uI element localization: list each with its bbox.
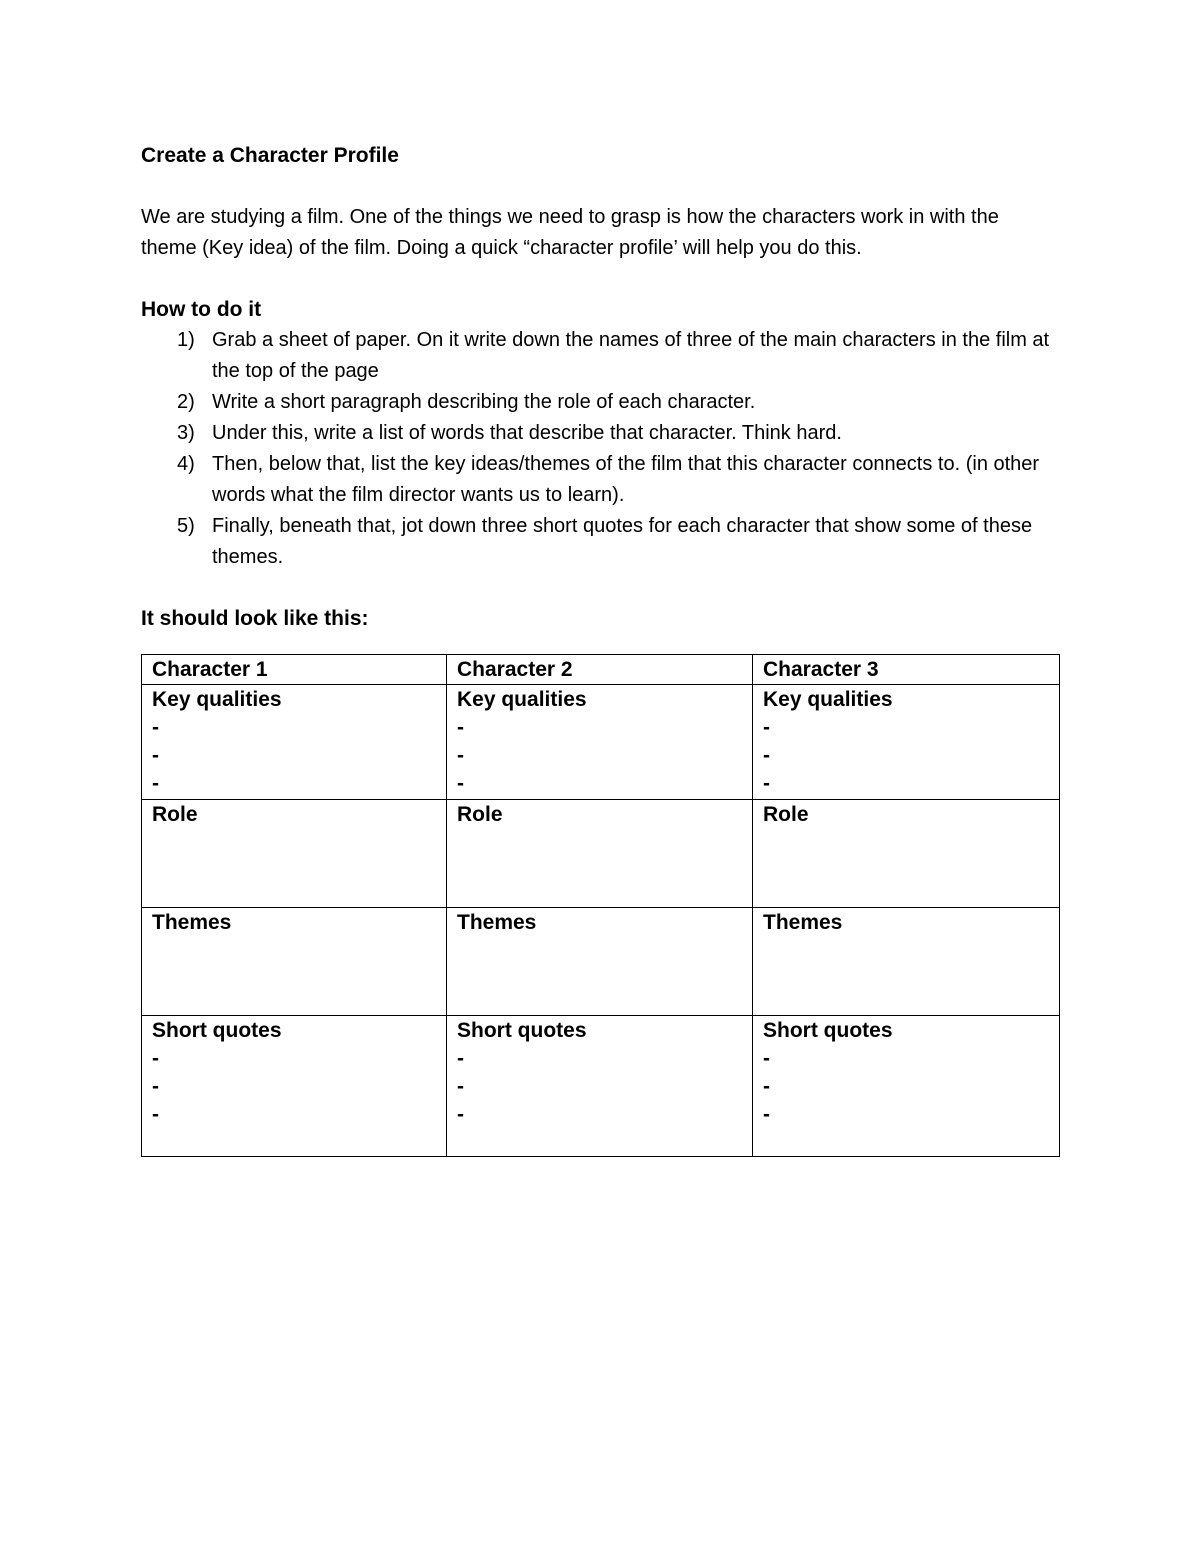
character-profile-table (141, 654, 1060, 1157)
cell-label: Short quotes (763, 1019, 893, 1042)
dash-bullet: - (457, 772, 464, 795)
cell-role-2: Role (447, 800, 753, 908)
dash-bullet: - (152, 716, 159, 739)
cell-themes-2: Themes (447, 908, 753, 1016)
dash-bullet: - (763, 1075, 770, 1098)
cell-label: Key qualities (152, 688, 282, 711)
cell-label: Short quotes (457, 1019, 587, 1042)
cell-short-quotes-1 (142, 1016, 447, 1157)
step-text: Then, below that, list the key ideas/themes of the film that this character connects to. (in other words what the film director wants us to learn). (212, 453, 1040, 506)
step-item (141, 387, 1062, 418)
dash-bullet: - (763, 716, 770, 739)
example-heading: It should look like this: (141, 607, 369, 630)
dash-bullet: - (763, 772, 770, 795)
cell-themes-3: Themes (753, 908, 1060, 1016)
cell-short-quotes-2 (447, 1016, 753, 1157)
step-text: Grab a sheet of paper. On it write down the names of three of the main characters in the film at the top of the page (212, 329, 1050, 382)
step-number: 1) (177, 329, 195, 351)
table-row-themes (142, 908, 1060, 1016)
cell-key-qualities-2 (447, 685, 753, 800)
dash-bullet: - (763, 1103, 770, 1126)
dash-bullet: - (152, 1103, 159, 1126)
dash-bullet: - (457, 716, 464, 739)
cell-label: Short quotes (152, 1019, 282, 1042)
dash-bullet: - (457, 1075, 464, 1098)
step-number: 4) (177, 453, 195, 475)
cell-themes-1: Themes (142, 908, 447, 1016)
cell-label: Key qualities (763, 688, 893, 711)
table-row-role (142, 800, 1060, 908)
table-row-key-qualities (142, 685, 1060, 800)
cell-short-quotes-3 (753, 1016, 1060, 1157)
step-number: 5) (177, 515, 195, 537)
cell-character-2: Character 2 (447, 655, 753, 685)
step-text: Under this, write a list of words that describe that character. Think hard. (212, 422, 842, 444)
step-item (141, 325, 1062, 387)
dash-bullet: - (152, 1075, 159, 1098)
cell-key-qualities-3 (753, 685, 1060, 800)
dash-bullet: - (152, 1047, 159, 1070)
step-item (141, 418, 1062, 449)
document-page (141, 140, 1059, 1157)
step-text: Finally, beneath that, jot down three short quotes for each character that show some of these themes. (212, 515, 1033, 568)
table-row-short-quotes (142, 1016, 1060, 1157)
dash-bullet: - (457, 1047, 464, 1070)
dash-bullet: - (763, 1047, 770, 1070)
step-number: 2) (177, 391, 195, 413)
cell-key-qualities-1 (142, 685, 447, 800)
dash-bullet: - (152, 772, 159, 795)
how-to-heading: How to do it (141, 298, 262, 321)
cell-role-3: Role (753, 800, 1060, 908)
step-text: Write a short paragraph describing the role of each character. (212, 391, 756, 413)
dash-bullet: - (457, 744, 464, 767)
dash-bullet: - (152, 744, 159, 767)
document-title: Create a Character Profile (141, 144, 399, 167)
dash-bullet: - (763, 744, 770, 767)
cell-label: Key qualities (457, 688, 587, 711)
cell-character-1: Character 1 (142, 655, 447, 685)
table-row-characters (142, 655, 1060, 685)
step-item (141, 449, 1062, 511)
step-number: 3) (177, 422, 195, 444)
dash-bullet: - (457, 1103, 464, 1126)
steps-list (141, 325, 1059, 573)
intro-paragraph: We are studying a film. One of the things we need to grasp is how the characters work in with the theme (Key idea) of the film. Doing a quick “character profile’ will help you do this. (141, 206, 999, 259)
step-item (141, 511, 1062, 573)
cell-role-1: Role (142, 800, 447, 908)
cell-character-3: Character 3 (753, 655, 1060, 685)
